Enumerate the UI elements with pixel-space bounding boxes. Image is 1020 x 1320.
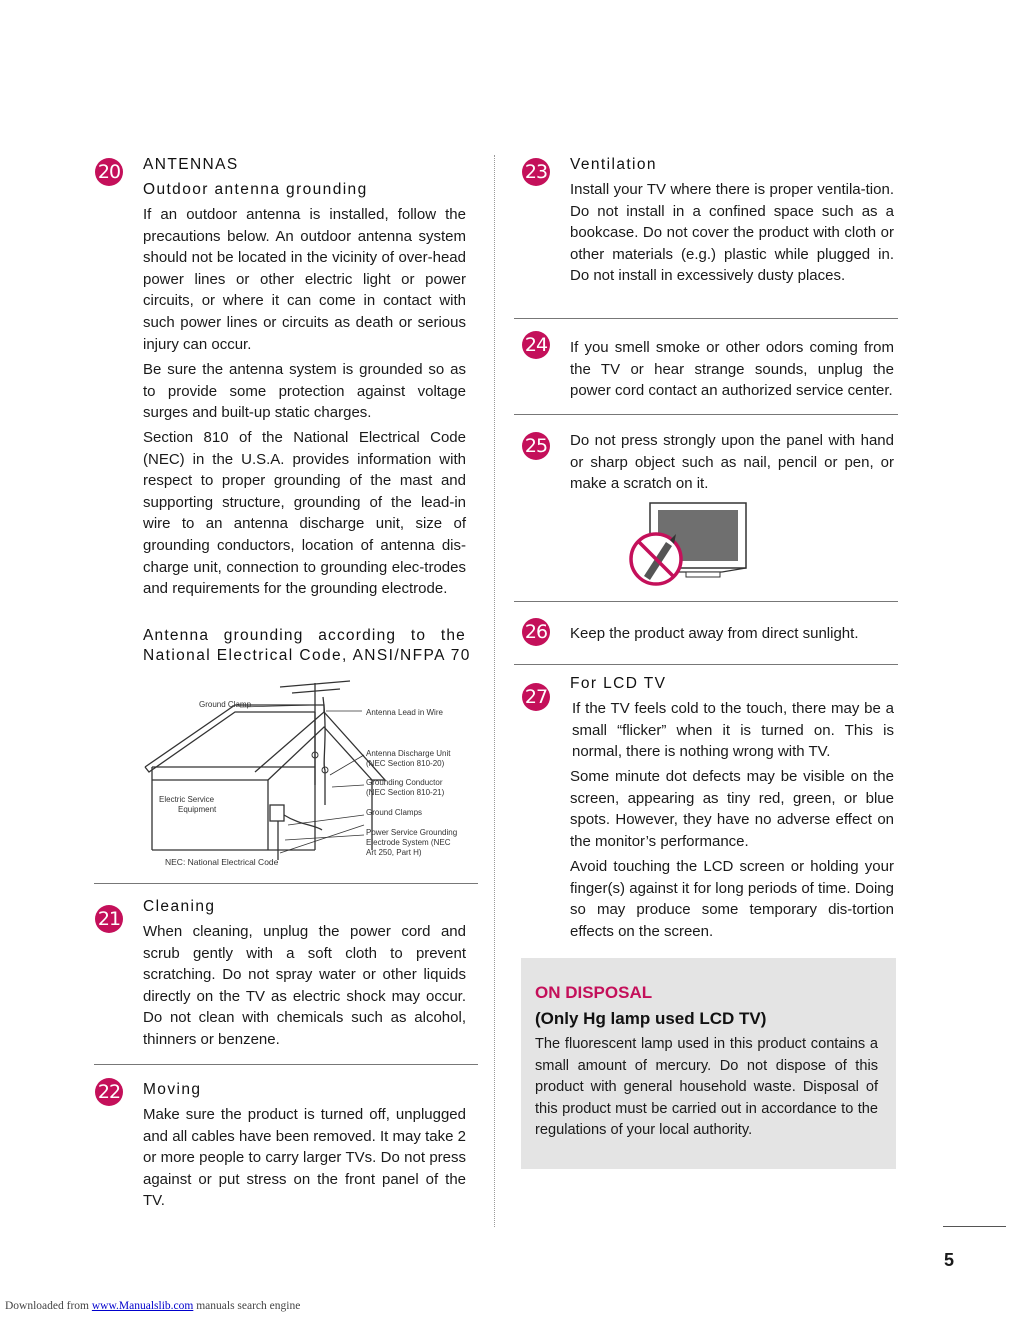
cleaning-heading: Cleaning bbox=[143, 898, 216, 915]
grounding-nec-subheading-line2: National Electrical Code, ANSI/NFPA 70 bbox=[143, 647, 471, 664]
disposal-heading: ON DISPOSAL bbox=[535, 983, 653, 1002]
page-number-rule bbox=[943, 1226, 1006, 1227]
page-number: 5 bbox=[944, 1250, 955, 1270]
disposal-paragraph: The fluorescent lamp used in this product contains a small amount of mercury. Do not dispose of this product with general household waste. Disposal of this product must be carried out in accordance to the regulations of your local authority. bbox=[535, 1036, 878, 1139]
antennas-paragraph-1: If an outdoor antenna is installed, follow the precautions below. An outdoor antenna system should not be located in the vicinity of over-head power lines or other electric light or power circuits, or where it can come in contact with such power lines or circuits as death or serious injury can occur. bbox=[143, 206, 466, 353]
divider-23-24 bbox=[514, 318, 898, 319]
antennas-paragraph-2: Be sure the antenna system is grounded so as to provide some protection against voltage surges and built-up static charges. bbox=[143, 361, 466, 422]
label-ground-clamps: Ground Clamps bbox=[366, 808, 423, 817]
antenna-grounding-diagram bbox=[140, 675, 480, 875]
section-badge-22: 22 bbox=[95, 1078, 123, 1106]
divider-24-25 bbox=[514, 414, 898, 415]
section-badge-25: 25 bbox=[522, 432, 550, 460]
grounding-nec-subheading-line1: Antenna grounding according to the bbox=[143, 627, 466, 644]
section-badge-24: 24 bbox=[522, 331, 550, 359]
label-discharge-section: (NEC Section 810-20) bbox=[366, 759, 445, 768]
panel-pressure-paragraph: Do not press strongly upon the panel with hand or sharp object such as nail, pencil or pen, or make a scratch on it. bbox=[570, 432, 894, 493]
label-electric-service: Electric Service bbox=[159, 795, 215, 804]
label-antenna-lead-in: Antenna Lead in Wire bbox=[366, 708, 443, 717]
label-power-service-1: Power Service Grounding bbox=[366, 828, 458, 837]
section-badge-23: 23 bbox=[522, 158, 550, 186]
label-conductor-section: (NEC Section 810-21) bbox=[366, 788, 445, 797]
label-equipment: Equipment bbox=[178, 805, 217, 814]
outdoor-grounding-subheading: Outdoor antenna grounding bbox=[143, 181, 368, 198]
ventilation-heading: Ventilation bbox=[570, 156, 657, 173]
section-badge-27: 27 bbox=[522, 683, 550, 711]
no-scratch-tv-illustration bbox=[626, 500, 754, 590]
label-grounding-conductor: Grounding Conductor bbox=[366, 778, 443, 787]
disposal-subheading: (Only Hg lamp used LCD TV) bbox=[535, 1009, 767, 1028]
sunlight-paragraph: Keep the product away from direct sunlight. bbox=[570, 625, 859, 642]
smoke-paragraph: If you smell smoke or other odors coming from the TV or hear strange sounds, unplug the power cord contact an authorized service center. bbox=[570, 339, 894, 400]
footer-suffix: manuals search engine bbox=[193, 1300, 301, 1312]
antennas-heading: ANTENNAS bbox=[143, 156, 239, 173]
download-footer bbox=[5, 1300, 300, 1312]
divider-26-27 bbox=[514, 664, 898, 665]
label-power-service-2: Electrode System (NEC bbox=[366, 838, 451, 847]
ventilation-paragraph: Install your TV where there is proper ventila-tion. Do not install in a confined space such as a bookcase. Do not cover the product with cloth or other materials (e.g.) plastic while plugged in. Do not install in excessively dusty places. bbox=[570, 181, 894, 285]
moving-heading: Moving bbox=[143, 1081, 202, 1098]
divider-21-22 bbox=[94, 1064, 478, 1065]
divider-20-21 bbox=[94, 883, 478, 884]
prohibition-icon bbox=[631, 534, 681, 584]
label-power-service-3: Art 250, Part H) bbox=[366, 848, 422, 857]
footer-prefix: Downloaded from bbox=[5, 1300, 92, 1312]
antennas-paragraph-3: Section 810 of the National Electrical Code (NEC) in the U.S.A. provides information with respect to proper grounding of the mast and supporting structure, grounding of the lead-in wire to an antenna discharge unit, size of grounding conductors, location of antenna dis-charge unit, connection to grounding elec-trodes and requirements for the grounding electrode. bbox=[143, 429, 466, 598]
column-divider bbox=[494, 155, 495, 1227]
lcd-tv-paragraph-3: Avoid touching the LCD screen or holding your finger(s) against it for long periods of time. Doing so may produce some temporary dis-tortion effects on the screen. bbox=[570, 858, 894, 940]
section-badge-20: 20 bbox=[95, 158, 123, 186]
lcd-tv-paragraph-2: Some minute dot defects may be visible on the screen, appearing as tiny red, green, or blue spots. However, they have no adverse effect on the monitor’s performance. bbox=[570, 768, 894, 850]
cleaning-paragraph: When cleaning, unplug the power cord and scrub gently with a soft cloth to prevent scratching. Do not spray water or other liquids directly on the TV as electric shock may occur. Do not clean with chemicals such as alcohol, thinners or benzene. bbox=[143, 923, 466, 1048]
manualslib-link[interactable]: www.Manualslib.com bbox=[91, 1300, 194, 1312]
label-discharge-unit: Antenna Discharge Unit bbox=[366, 749, 451, 758]
section-badge-26: 26 bbox=[522, 618, 550, 646]
lcd-tv-heading: For LCD TV bbox=[570, 675, 667, 692]
section-badge-21: 21 bbox=[95, 905, 123, 933]
divider-25-26 bbox=[514, 601, 898, 602]
lcd-tv-paragraph-1: If the TV feels cold to the touch, there may be a small “flicker” when it is turned on. This is normal, there is nothing wrong with TV. bbox=[572, 700, 894, 761]
label-ground-clamp: Ground Clamp bbox=[199, 700, 252, 709]
label-nec-legend: NEC: National Electrical Code bbox=[165, 857, 279, 867]
moving-paragraph: Make sure the product is turned off, unplugged and all cables have been removed. It may take 2 or more people to carry larger TVs. Do not press against or put stress on the front panel of the TV. bbox=[143, 1106, 466, 1210]
